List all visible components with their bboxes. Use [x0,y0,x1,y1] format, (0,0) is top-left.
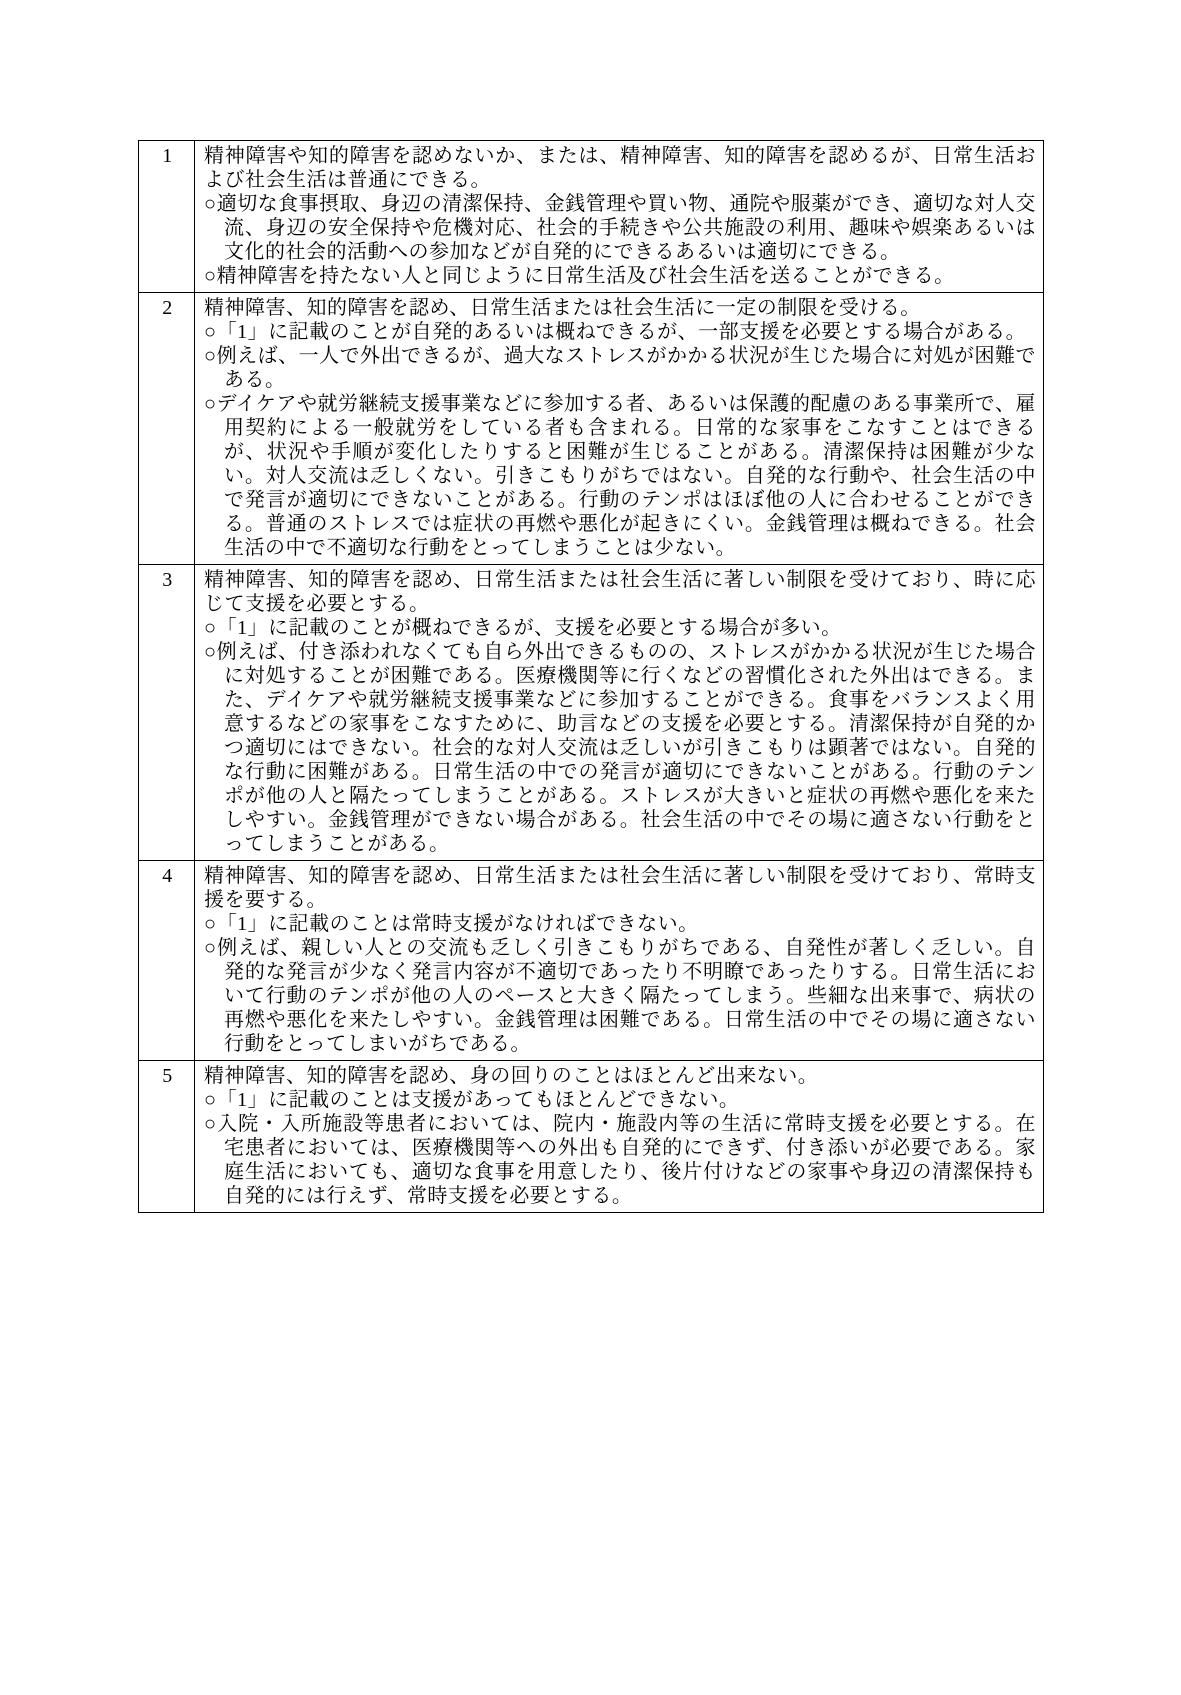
level-number: 1 [139,141,195,293]
level-description [195,141,1044,293]
bullet-item: ○例えば、親しい人との交流も乏しく引きこもりがちである、自発性が著しく乏しい。自発的な発言が少なく発言内容が不適切であったり不明瞭であったりする。日常生活において行動のテンポが他の人のペースと大きく隔たってしまう。些細な出来事で、病状の再燃や悪化を来たしやすい。金銭管理は困難である。日常生活の中でその場に適さない行動をとってしまいがちである。 [204,937,1036,1055]
bullet-item: ○「1」に記載のことは支援があってもほとんどできない。 [204,1089,740,1111]
bullet-item: ○例えば、一人で外出できるが、過大なストレスがかかる状況が生じた場合に対処が困難である。 [204,345,1036,391]
bullet-item: ○「1」に記載のことは常時支援がなければできない。 [204,913,699,935]
bullet-item: ○「1」に記載のことが概ねできるが、支援を必要とする場合が多い。 [204,617,842,639]
table-row [139,565,1044,861]
table-row [139,141,1044,293]
level-description [195,293,1044,565]
table-row [139,1061,1044,1213]
disability-level-criteria-table [138,140,1044,1213]
bullet-item: ○入院・入所施設等患者においては、院内・施設内等の生活に常時支援を必要とする。在宅患者においては、医療機関等への外出も自発的にできず、付き添いが必要である。家庭生活においても、適切な食事を用意したり、後片付けなどの家事や身辺の清潔保持も自発的には行えず、常時支援を必要とする。 [204,1113,1036,1207]
level-number: 4 [139,861,195,1061]
level-number: 5 [139,1061,195,1213]
level-number: 3 [139,565,195,861]
criteria-table-body [139,141,1044,1213]
level-description [195,861,1044,1061]
bullet-item: ○デイケアや就労継続支援事業などに参加する者、あるいは保護的配慮のある事業所で、雇用契約による一般就労をしている者も含まれる。日常的な家事をこなすことはできるが、状況や手順が変化したりすると困難が生じることがある。清潔保持は困難が少ない。対人交流は乏しくない。引きこもりがちではない。自発的な行動や、社会生活の中で発言が適切にできないことがある。行動のテンポはほぼ他の人に合わせることができる。普通のストレスでは症状の再燃や悪化が起きにくい。金銭管理は概ねできる。社会生活の中で不適切な行動をとってしまうことは少ない。 [204,393,1036,559]
level-lead-text: 精神障害、知的障害を認め、身の回りのことはほとんど出来ない。 [204,1065,819,1087]
level-lead-text: 精神障害や知的障害を認めないか、または、精神障害、知的障害を認めるが、日常生活および社会生活は普通にできる。 [204,145,1036,191]
level-description [195,1061,1044,1213]
level-number: 2 [139,293,195,565]
level-lead-text: 精神障害、知的障害を認め、日常生活または社会生活に一定の制限を受ける。 [204,297,921,319]
table-row [139,293,1044,565]
bullet-item: ○「1」に記載のことが自発的あるいは概ねできるが、一部支援を必要とする場合がある。 [204,321,1027,343]
bullet-item: ○精神障害を持たない人と同じように日常生活及び社会生活を送ることができる。 [204,265,955,287]
level-description [195,565,1044,861]
bullet-item: ○例えば、付き添われなくても自ら外出できるものの、ストレスがかかる状況が生じた場合に対処することが困難である。医療機関等に行くなどの習慣化された外出はできる。また、デイケアや就労継続支援事業などに参加することができる。食事をバランスよく用意するなどの家事をこなすために、助言などの支援を必要とする。清潔保持が自発的かつ適切にはできない。社会的な対人交流は乏しいが引きこもりは顕著ではない。自発的な行動に困難がある。日常生活の中での発言が適切にできないことがある。行動のテンポが他の人と隔たってしまうことがある。ストレスが大きいと症状の再燃や悪化を来たしやすい。金銭管理ができない場合がある。社会生活の中でその場に適さない行動をとってしまうことがある。 [204,641,1036,855]
level-lead-text: 精神障害、知的障害を認め、日常生活または社会生活に著しい制限を受けており、常時支援を要する。 [204,865,1036,911]
table-row [139,861,1044,1061]
level-lead-text: 精神障害、知的障害を認め、日常生活または社会生活に著しい制限を受けており、時に応じて支援を必要とする。 [204,569,1036,615]
bullet-item: ○適切な食事摂取、身辺の清潔保持、金銭管理や買い物、通院や服薬ができ、適切な対人交流、身辺の安全保持や危機対応、社会的手続きや公共施設の利用、趣味や娯楽あるいは文化的社会的活動への参加などが自発的にできるあるいは適切にできる。 [204,193,1036,263]
